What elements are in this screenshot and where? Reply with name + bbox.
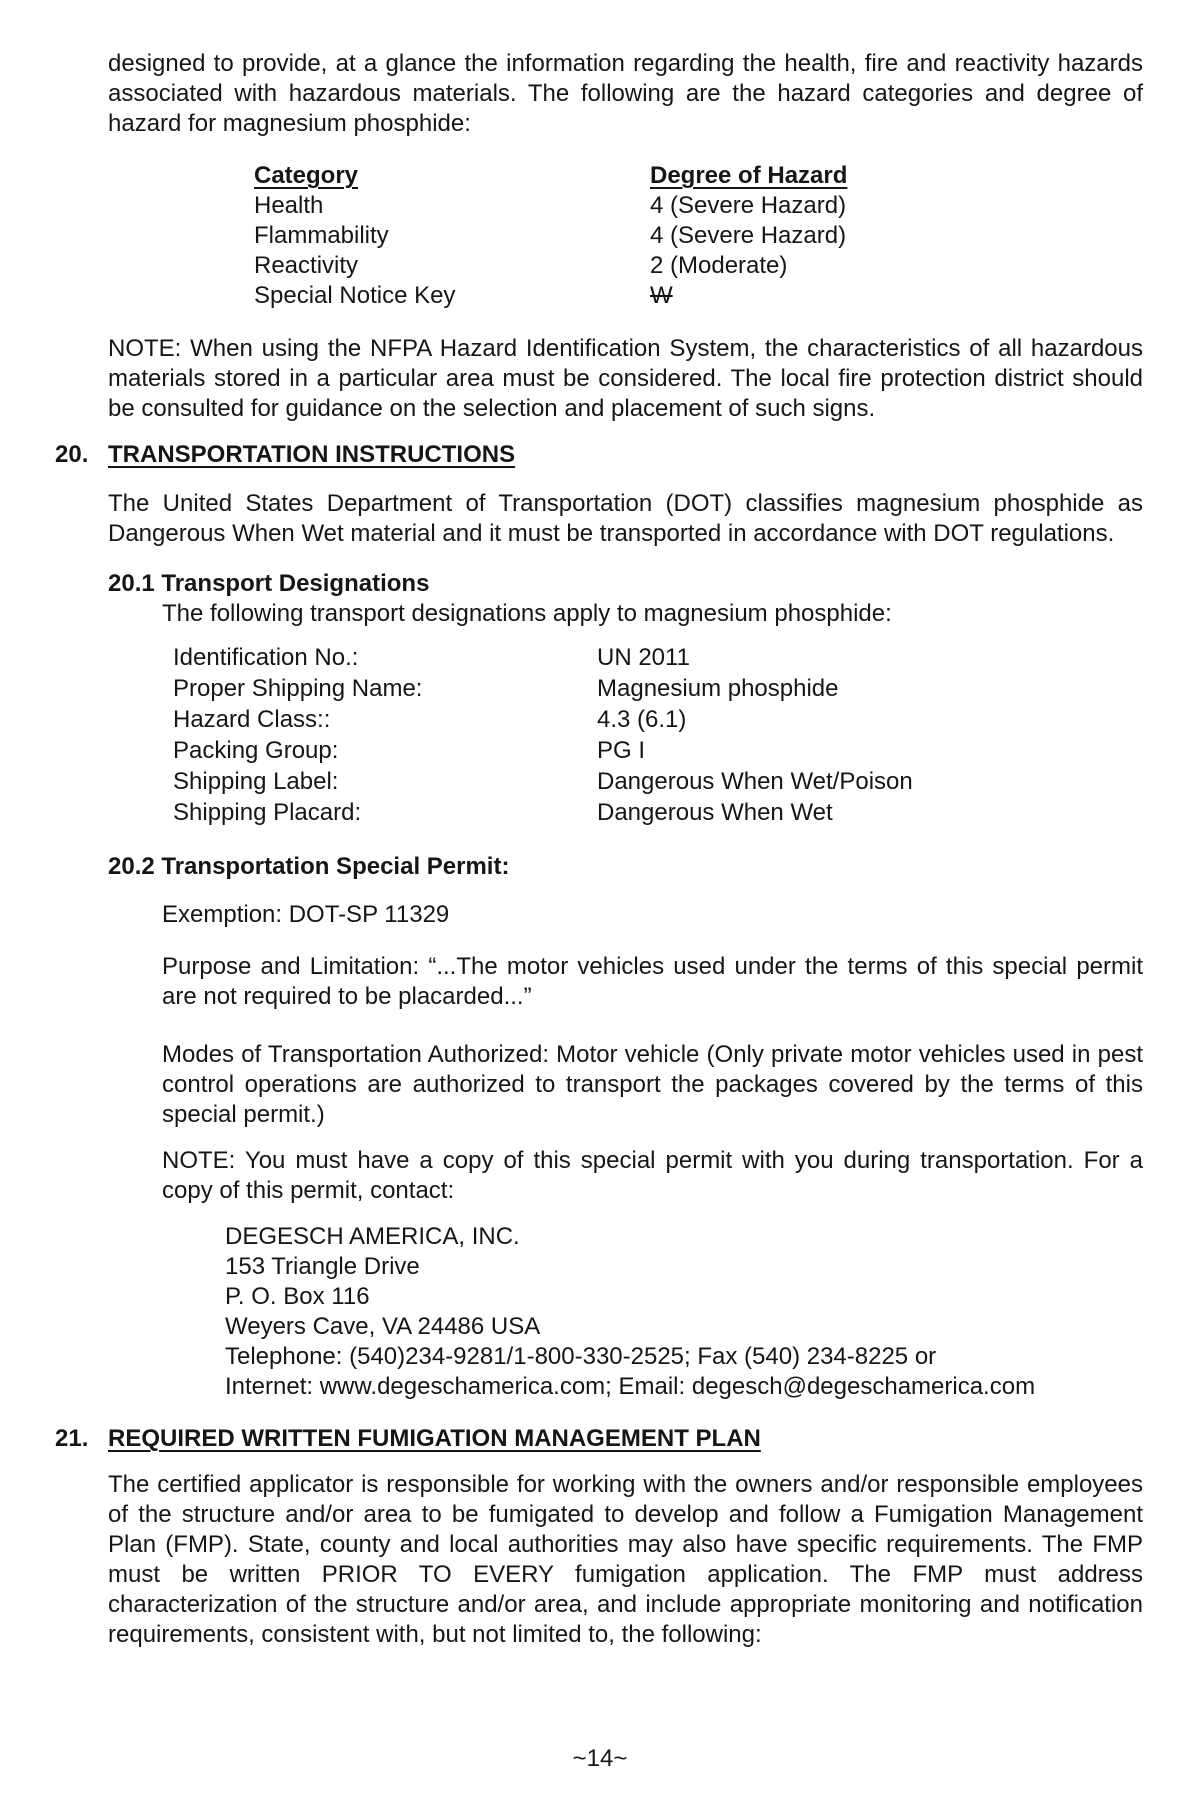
designation-label: Identification No.: <box>173 644 359 671</box>
hazard-row-label: Reactivity <box>254 252 359 279</box>
designation-row <box>173 642 1143 673</box>
designation-label: Shipping Label: <box>173 768 339 795</box>
hazard-row <box>254 251 1143 281</box>
designation-value: Dangerous When Wet <box>597 799 833 826</box>
exemption-line: Exemption: DOT-SP 11329 <box>162 901 450 928</box>
subsection-20-1-heading: 20.1 Transport Designations <box>108 570 430 597</box>
section-20-intro-paragraph: The United States Department of Transportation (DOT) classifies magnesium phosphide as Dangerous When Wet material and it must be transported in accordance with DOT regulations. <box>108 490 1143 547</box>
special-permit-note-paragraph: NOTE: You must have a copy of this special permit with you during transportation. For a copy of this permit, contact: <box>162 1147 1143 1204</box>
designation-row <box>173 673 1143 704</box>
designation-label: Shipping Placard: <box>173 799 362 826</box>
designation-value: PG I <box>597 737 646 764</box>
designation-row <box>173 735 1143 766</box>
designation-label: Proper Shipping Name: <box>173 675 423 702</box>
hazard-row-label: Health <box>254 192 324 219</box>
hazard-row <box>254 191 1143 221</box>
hazard-row-value: 4 (Severe Hazard) <box>650 222 847 249</box>
section-20-heading <box>55 440 1143 470</box>
designation-value: Dangerous When Wet/Poison <box>597 768 913 795</box>
hazard-row <box>254 281 1143 311</box>
hazard-table <box>254 161 1143 311</box>
hazard-row-value: 4 (Severe Hazard) <box>650 192 847 219</box>
section-20-number: 20. <box>55 441 89 468</box>
section-20-title: TRANSPORTATION INSTRUCTIONS <box>108 441 516 468</box>
transport-designations-list <box>173 642 1143 828</box>
hazard-table-degree-header: Degree of Hazard <box>650 162 848 189</box>
contact-internet-line: Internet: www.degeschamerica.com; Email: degesch@degeschamerica.com <box>225 1373 1036 1400</box>
hazard-table-category-header: Category <box>254 162 359 189</box>
hazard-row-label: Special Notice Key <box>254 282 456 309</box>
designation-value: 4.3 (6.1) <box>597 706 687 733</box>
contact-name: DEGESCH AMERICA, INC. <box>225 1223 520 1250</box>
contact-phone-line: Telephone: (540)234-9281/1-800-330-2525; Fax (540) 234-8225 or <box>225 1343 937 1370</box>
hazard-row <box>254 221 1143 251</box>
section-21-number: 21. <box>55 1425 89 1452</box>
special-notice-key-symbol: W <box>650 282 673 309</box>
transport-designations-lead: The following transport designations apply to magnesium phosphide: <box>162 600 892 627</box>
modes-paragraph: Modes of Transportation Authorized: Motor vehicle (Only private motor vehicles used in pest control operations are authorized to transport the packages covered by the terms of this special permit.) <box>162 1041 1143 1128</box>
contact-address-line: Weyers Cave, VA 24486 USA <box>225 1313 541 1340</box>
section-21-paragraph: The certified applicator is responsible for working with the owners and/or responsible employees of the structure and/or area to be fumigated to develop and follow a Fumigation Management Plan (FMP). State, county and local authorities may also have specific requirements. The FMP must be written PRIOR TO EVERY fumigation application. The FMP must address characterization of the structure and/or area, and include appropriate monitoring and notification requirements, consistent with, but not limited to, the following: <box>108 1471 1143 1648</box>
intro-paragraph: designed to provide, at a glance the information regarding the health, fire and reactivity hazards associated with hazardous materials. The following are the hazard categories and degree of hazard for magnesium phosphide: <box>108 50 1143 137</box>
designation-value: UN 2011 <box>597 644 690 671</box>
contact-block <box>225 1222 1143 1402</box>
designation-row <box>173 797 1143 828</box>
page-number: ~14~ <box>572 1745 628 1772</box>
subsection-20-2-heading: 20.2 Transportation Special Permit: <box>108 853 510 880</box>
designation-label: Packing Group: <box>173 737 339 764</box>
hazard-row-label: Flammability <box>254 222 389 249</box>
designation-row <box>173 766 1143 797</box>
designation-label: Hazard Class:: <box>173 706 331 733</box>
section-21-title: REQUIRED WRITTEN FUMIGATION MANAGEMENT PLAN <box>108 1425 761 1452</box>
hazard-table-header-row <box>254 161 1143 191</box>
contact-address-line: P. O. Box 116 <box>225 1283 370 1310</box>
contact-address-line: 153 Triangle Drive <box>225 1253 420 1280</box>
section-21-heading <box>55 1424 1143 1454</box>
purpose-paragraph: Purpose and Limitation: “...The motor vehicles used under the terms of this special permit are not required to be placarded...” <box>162 953 1143 1010</box>
designation-value: Magnesium phosphide <box>597 675 839 702</box>
designation-row <box>173 704 1143 735</box>
hazard-row-value: 2 (Moderate) <box>650 252 788 279</box>
nfpa-note-paragraph: NOTE: When using the NFPA Hazard Identification System, the characteristics of all hazardous materials stored in a particular area must be considered. The local fire protection district should be consulted for guidance on the selection and placement of such signs. <box>108 335 1143 422</box>
